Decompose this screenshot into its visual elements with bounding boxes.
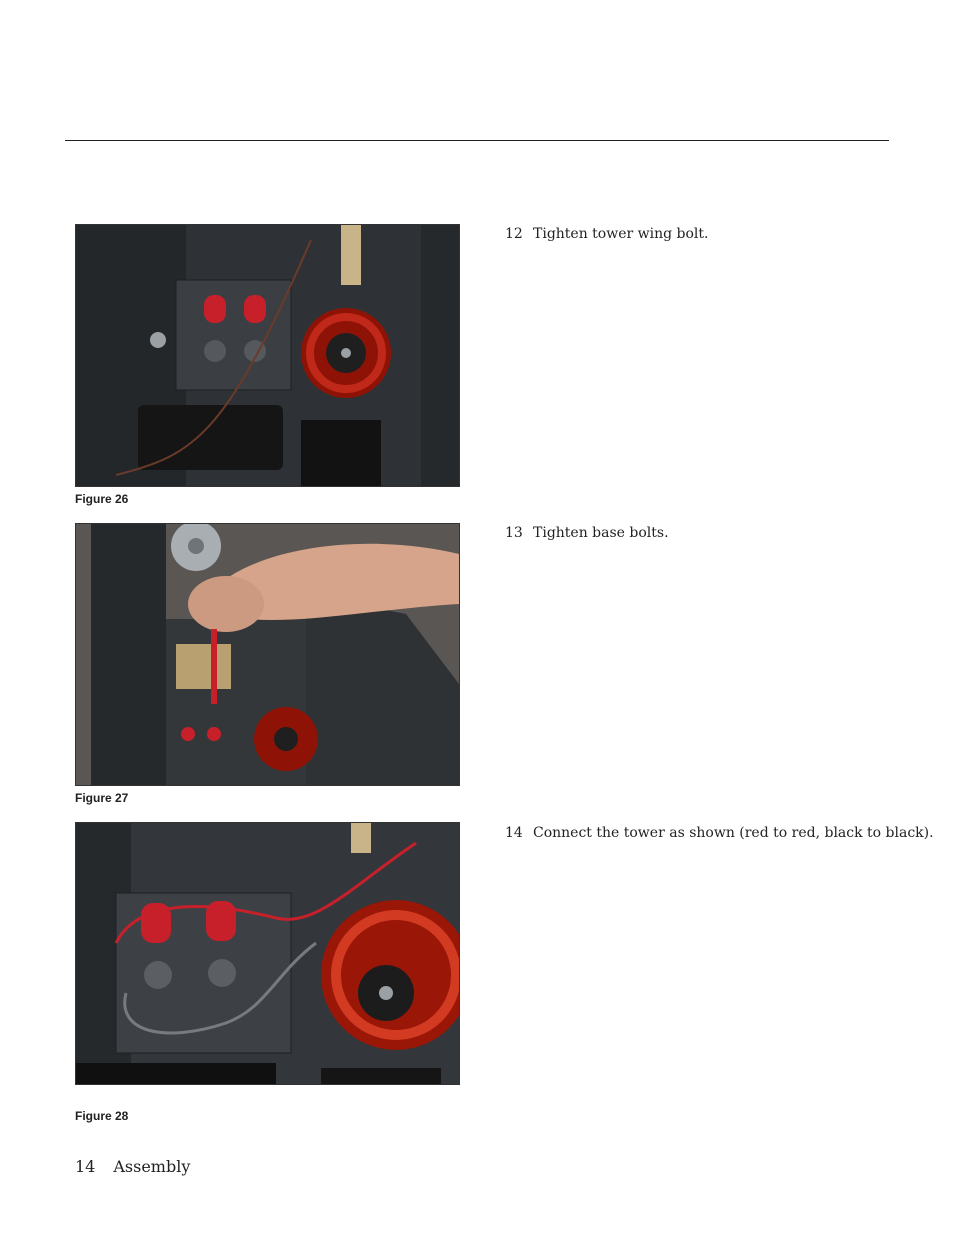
figure-26-photo (75, 224, 460, 487)
figure-27-photo (75, 523, 460, 786)
page-number: 14 (75, 1157, 96, 1176)
step-12 (505, 226, 708, 242)
step-text: Connect the tower as shown (red to red, black to black). (533, 825, 934, 841)
header-rule (65, 140, 889, 141)
section-name: Assembly (113, 1157, 191, 1176)
step-text: Tighten tower wing bolt. (533, 226, 709, 242)
figure-26-caption: Figure 26 (75, 492, 129, 506)
step-number: 13 (505, 525, 523, 541)
figure-28-caption: Figure 28 (75, 1109, 129, 1123)
step-number: 12 (505, 226, 523, 242)
page-footer (75, 1157, 190, 1176)
step-14 (505, 825, 934, 841)
step-number: 14 (505, 825, 523, 841)
figure-27-caption: Figure 27 (75, 791, 129, 805)
step-13 (505, 525, 669, 541)
figure-28-photo (75, 822, 460, 1085)
step-text: Tighten base bolts. (533, 525, 669, 541)
